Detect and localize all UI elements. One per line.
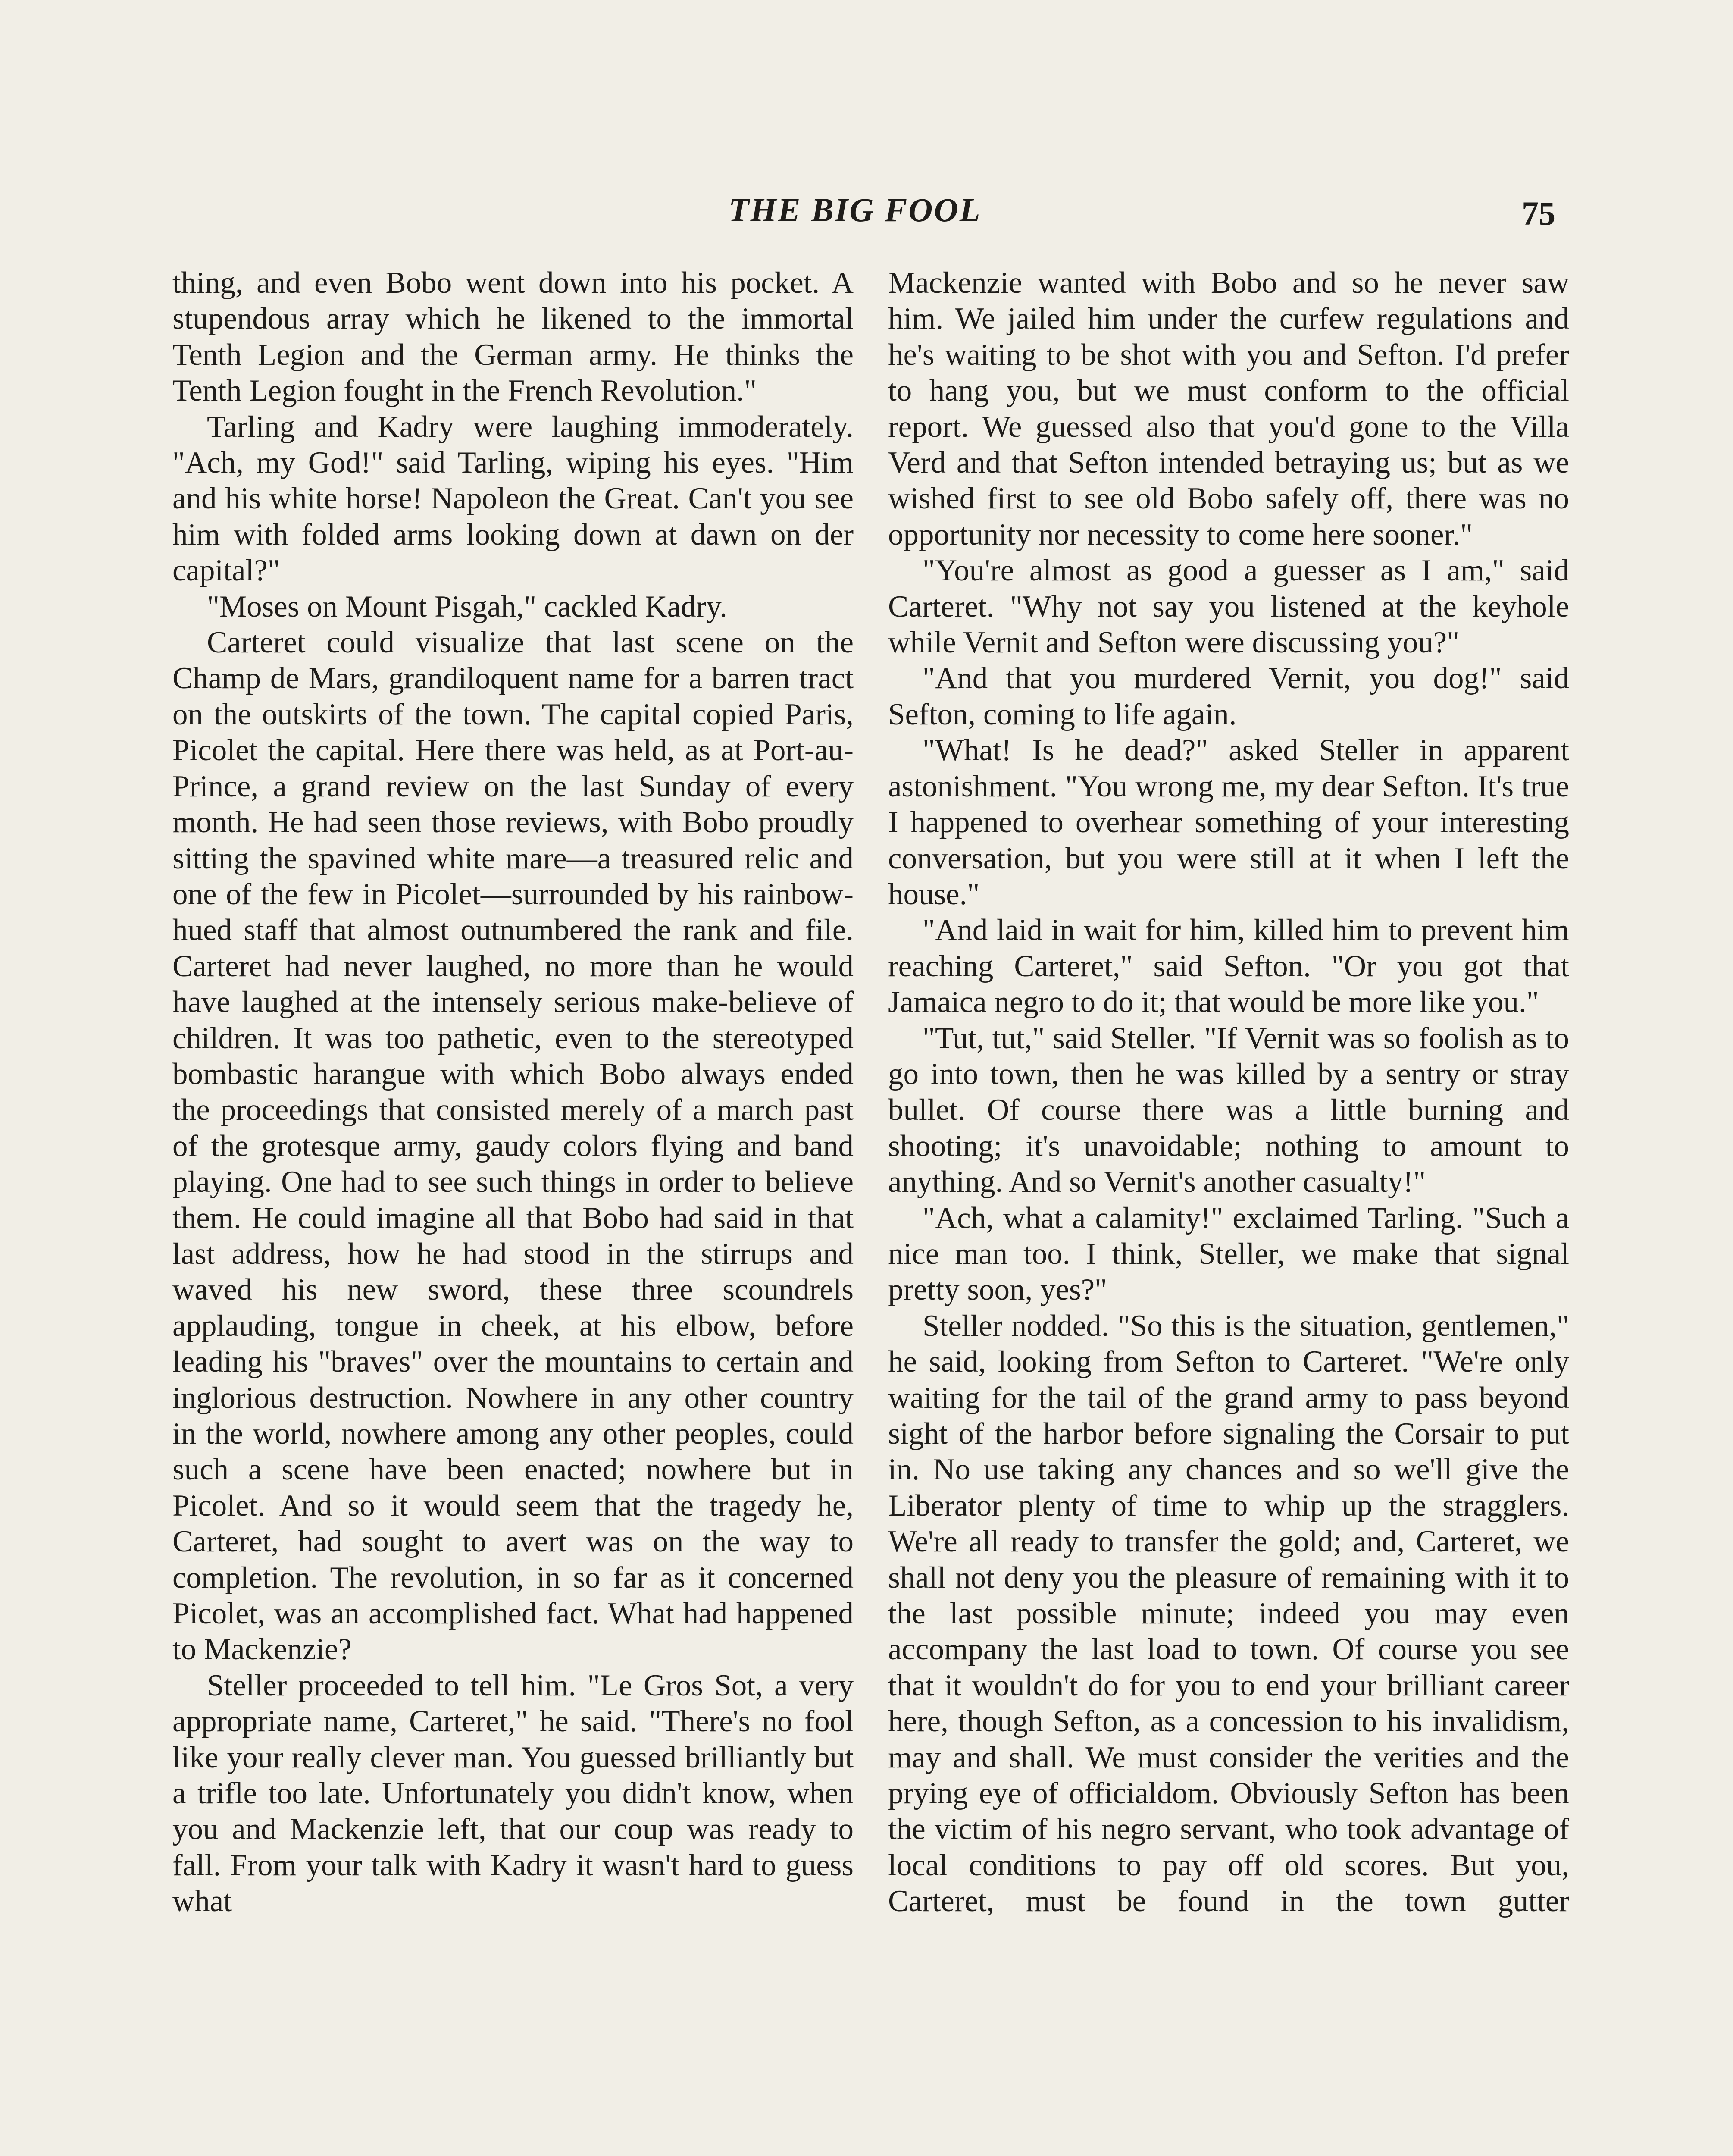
paragraph: "Ach, what a calamity!" exclaimed Tarling. "Such a nice man too. I think, Steller, we make that signal pretty soon, yes?" [888, 1201, 1569, 1307]
paragraph: Carteret could visualize that last scene on the Champ de Mars, grandiloquent name for a barren tract on the outskirts of the town. The capital copied Paris, Picolet the capital. Here there was held, as at Port-au-Prince, a grand review on the last Sunday of every month. He had seen those reviews, with Bobo proudly sitting the spavined white mare—a treasured relic and one of the few in Picolet—surrounded by his rainbow-hued staff that almost outnumbered the rank and file. Carteret had never laughed, no more than he would have laughed at the intensely serious make-believe of children. It was too pathetic, even to the stereotyped bombastic harangue with which Bobo always ended the proceedings that consisted merely of a march past of the grotesque army, gaudy colors flying and band playing. One had to see such things in order to believe them. He could imagine all that Bobo had said in that last address, how he had stood in the stirrups and waved his new sword, these three scoundrels applauding, tongue in cheek, at his elbow, before leading his "braves" over the mountains to certain and inglorious destruction. Nowhere in any other country in the world, nowhere among any other peoples, could such a scene have been enacted; nowhere but in Picolet. And so it would seem that the tragedy he, Carteret, had sought to avert was on the way to completion. The revolution, in so far as it concerned Picolet, was an accomplished fact. What had happened to Mackenzie? [172, 626, 854, 1667]
paragraph: Steller proceeded to tell him. "Le Gros Sot, a very appropriate name, Carteret," he said. "There's no fool like your really clever man. You guessed brilliantly but a trifle too late. Unfortunately you didn't know, when you and Mackenzie left, that our coup was ready to fall. From your talk with Kadry it wasn't hard to guess what [172, 1668, 854, 1918]
running-title: THE BIG FOOL [729, 191, 982, 229]
paragraph: "Tut, tut," said Steller. "If Vernit was so foolish as to go into town, then he was killed by a sentry or stray bullet. Of course there was a little burning and shooting; it's unavoidable; nothing to amount to anything. And so Vernit's another casualty!" [888, 1021, 1569, 1199]
right-text-column [888, 265, 1569, 1920]
paragraph: "And laid in wait for him, killed him to prevent him reaching Carteret," said Sefton. "Or you got that Jamaica negro to do it; that would be more like you." [888, 913, 1569, 1019]
left-text-column [172, 265, 854, 1920]
paragraph: "You're almost as good a guesser as I am," said Carteret. "Why not say you listened at the keyhole while Vernit and Sefton were discussing you?" [888, 554, 1569, 660]
page-number: 75 [1522, 194, 1555, 232]
paragraph: "And that you murdered Vernit, you dog!" said Sefton, coming to life again. [888, 661, 1569, 731]
paragraph: Mackenzie wanted with Bobo and so he never saw him. We jailed him under the curfew regulations and he's waiting to be shot with you and Sefton. I'd prefer to hang you, but we must conform to the official report. We guessed also that you'd gone to the Villa Verd and that Sefton intended betraying us; but as we wished first to see old Bobo safely off, there was no opportunity nor necessity to come here sooner." [888, 266, 1569, 552]
paragraph: "What! Is he dead?" asked Steller in apparent astonishment. "You wrong me, my dear Sefton. It's true I happened to overhear something of your interesting conversation, but you were still at it when I left the house." [888, 733, 1569, 911]
paragraph: Steller nodded. "So this is the situation, gentlemen," he said, looking from Sefton to Carteret. "We're only waiting for the tail of the grand army to pass beyond sight of the harbor before signaling the Corsair to put in. No use taking any chances and so we'll give the Liberator plenty of time to whip up the stragglers. We're all ready to transfer the gold; and, Carteret, we shall not deny you the pleasure of remaining with it to the last possible minute; indeed you may even accompany the last load to town. Of course you see that it wouldn't do for you to end your brilliant career here, though Sefton, as a concession to his invalidism, may and shall. We must consider the verities and the prying eye of officialdom. Obviously Sefton has been the victim of his negro servant, who took advantage of local conditions to pay off old scores. But you, Carteret, must be found in the town gutter [888, 1309, 1569, 1918]
paragraph: Tarling and Kadry were laughing immoderately. "Ach, my God!" said Tarling, wiping his eyes. "Him and his white horse! Napoleon the Great. Can't you see him with folded arms looking down at dawn on der capital?" [172, 410, 854, 588]
paragraph: thing, and even Bobo went down into his pocket. A stupendous array which he likened to the immortal Tenth Legion and the German army. He thinks the Tenth Legion fought in the French Revolution." [172, 266, 854, 408]
paragraph: "Moses on Mount Pisgah," cackled Kadry. [207, 589, 727, 624]
